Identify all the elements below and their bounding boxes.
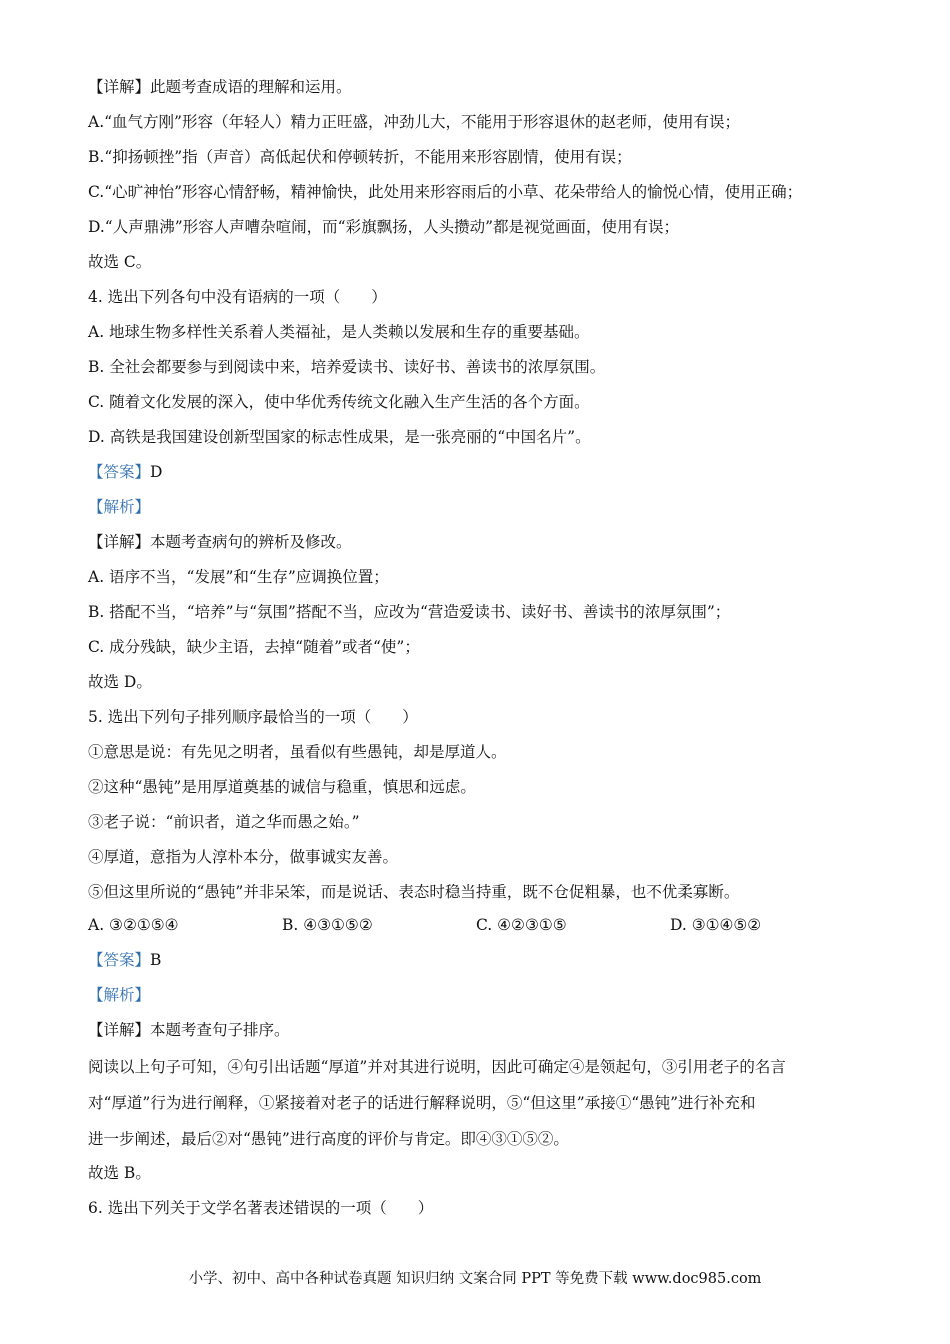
- answer-line: [88, 949, 161, 971]
- question-6-stem: 6. 选出下列关于文学名著表述错误的一项（ ）: [88, 1199, 434, 1217]
- explanation-line: C. 成分残缺，缺少主语，去掉“随着”或者“使”；: [88, 638, 420, 656]
- explanation-line: 进一步阐述，最后②对“愚钝”进行高度的评价与肯定。即④③①⑤②。: [88, 1130, 569, 1148]
- sentence-item: ⑤但这里所说的“愚钝”并非呆笨，而是说话、表态时稳当持重，既不仓促粗暴，也不优柔寡断。: [88, 883, 740, 901]
- conclusion-line: 故选 B。: [88, 1164, 151, 1182]
- sentence-item: ③老子说：“前识者，道之华而愚之始。”: [88, 813, 360, 831]
- analysis-tag: 【解析】: [88, 986, 151, 1004]
- question-5-option-a: A. ③②①⑤④: [88, 916, 179, 934]
- explanation-line: D.“人声鼎沸”形容人声嘈杂喧闹，而“彩旗飘扬，人头攒动”都是视觉画面，使用有误；: [88, 218, 680, 236]
- explanation-line: 【详解】本题考查句子排序。: [88, 1021, 290, 1039]
- question-5-option-d: D. ③①④⑤②: [670, 916, 762, 934]
- question-4-option-b: B. 全社会都要参与到阅读中来，培养爱读书、读好书、善读书的浓厚氛围。: [88, 358, 606, 376]
- question-5-option-c: C. ④②③①⑤: [476, 916, 567, 934]
- explanation-line: B.“抑扬顿挫”指（声音）高低起伏和停顿转折，不能用来形容剧情，使用有误；: [88, 148, 632, 166]
- answer-tag: 【答案】: [88, 463, 151, 481]
- answer-value: B: [150, 951, 162, 969]
- explanation-line: A.“血气方刚”形容（年轻人）精力正旺盛，冲劲儿大，不能用于形容退休的赵老师，使用有误；: [88, 113, 740, 131]
- analysis-tag: 【解析】: [88, 498, 151, 516]
- sentence-item: ④厚道，意指为人淳朴本分，做事诚实友善。: [88, 848, 399, 866]
- explanation-line: C.“心旷神怡”形容心情舒畅，精神愉快，此处用来形容雨后的小草、花朵带给人的愉悦心情，使用正确；: [88, 183, 803, 201]
- explanation-line: B. 搭配不当，“培养”与“氛围”搭配不当，应改为“营造爱读书、读好书、善读书的浓厚氛围”；: [88, 603, 731, 621]
- question-4-option-d: D. 高铁是我国建设创新型国家的标志性成果，是一张亮丽的“中国名片”。: [88, 428, 591, 446]
- explanation-line: 阅读以上句子可知，④句引出话题“厚道”并对其进行说明，因此可确定④是领起句，③引用老子的名言: [88, 1058, 786, 1076]
- question-4-option-a: A. 地球生物多样性关系着人类福祉，是人类赖以发展和生存的重要基础。: [88, 323, 590, 341]
- answer-value: D: [150, 463, 163, 481]
- question-5-stem: 5. 选出下列句子排列顺序最恰当的一项（ ）: [88, 708, 418, 726]
- explanation-line: 【详解】本题考查病句的辨析及修改。: [88, 533, 352, 551]
- question-5-option-b: B. ④③①⑤②: [282, 916, 373, 934]
- explanation-line: 对“厚道”行为进行阐释，①紧接着对老子的话进行解释说明，⑤“但这里”承接①“愚钝”进行补充和: [88, 1094, 756, 1112]
- question-4-option-c: C. 随着文化发展的深入，使中华优秀传统文化融入生产生活的各个方面。: [88, 393, 590, 411]
- explanation-line: A. 语序不当，“发展”和“生存”应调换位置；: [88, 568, 389, 586]
- sentence-item: ②这种“愚钝”是用厚道奠基的诚信与稳重，慎思和远虑。: [88, 778, 476, 796]
- sentence-item: ①意思是说：有先见之明者，虽看似有些愚钝，却是厚道人。: [88, 743, 507, 761]
- explanation-line: 【详解】此题考查成语的理解和运用。: [88, 78, 352, 96]
- question-4-stem: 4. 选出下列各句中没有语病的一项（ ）: [88, 288, 387, 306]
- page-footer: 小学、初中、高中各种试卷真题 知识归纳 文案合同 PPT 等免费下载 www.doc985.com: [188, 1271, 762, 1287]
- conclusion-line: 故选 D。: [88, 673, 152, 691]
- answer-line: [88, 461, 162, 483]
- answer-tag: 【答案】: [88, 951, 151, 969]
- conclusion-line: 故选 C。: [88, 253, 152, 271]
